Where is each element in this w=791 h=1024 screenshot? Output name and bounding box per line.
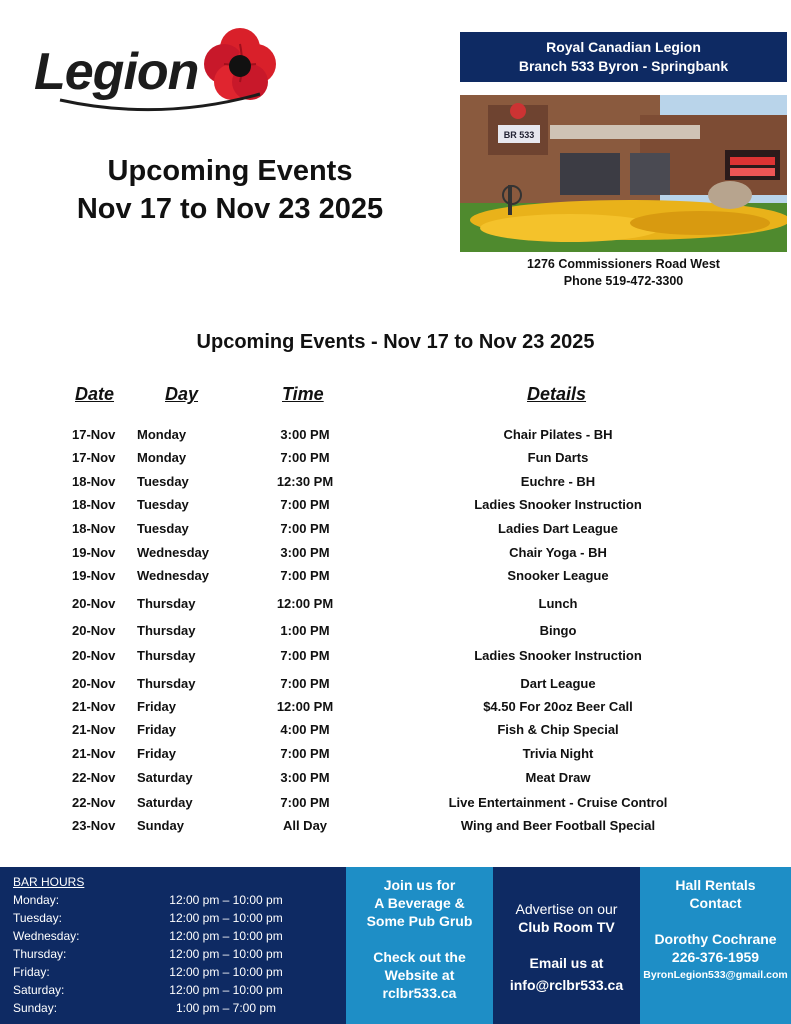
event-day: Tuesday <box>137 521 189 536</box>
event-details: Bingo <box>539 623 577 638</box>
email-link[interactable]: info@rclbr533.ca <box>509 977 624 993</box>
event-date: 21-Nov <box>72 746 116 761</box>
bar-hours-time: 1:00 pm – 7:00 pm <box>175 1001 277 1015</box>
event-date: 18-Nov <box>72 521 116 536</box>
event-details: Chair Pilates - BH <box>503 427 613 442</box>
event-details: Ladies Dart League <box>498 521 618 536</box>
bar-hours-time: 12:00 pm – 10:00 pm <box>169 965 283 979</box>
headline-line2: Nov 17 to Nov 23 2025 <box>76 193 384 225</box>
photo-sign-text: BR 533 <box>503 130 535 140</box>
branch-address <box>460 256 787 290</box>
advertise-line: Advertise on our <box>515 901 618 917</box>
event-details: Meat Draw <box>525 770 591 785</box>
table-row <box>0 596 791 618</box>
logo-swoosh <box>50 92 270 122</box>
events-subtitle: Upcoming Events - Nov 17 to Nov 23 2025 <box>196 331 595 353</box>
event-day: Thursday <box>137 596 196 611</box>
advertise-line: Email us at <box>529 955 604 971</box>
event-time: 3:00 PM <box>280 770 330 785</box>
promo-line: Join us for <box>383 877 456 893</box>
event-time: 7:00 PM <box>280 795 330 810</box>
contact-phone: 226-376-1959 <box>671 949 760 965</box>
bar-hours-day: Sunday: <box>13 1001 58 1015</box>
event-details: $4.50 For 20oz Beer Call <box>483 699 633 714</box>
event-time: 7:00 PM <box>280 497 330 512</box>
street-address: 1276 Commissioners Road West <box>527 257 720 271</box>
event-time: 3:00 PM <box>280 427 330 442</box>
website-link[interactable]: rclbr533.ca <box>382 985 457 1001</box>
event-date: 18-Nov <box>72 497 116 512</box>
bar-hours-row <box>13 965 333 983</box>
bar-hours-panel <box>0 867 346 1024</box>
column-header-time: Time <box>282 384 324 404</box>
event-day: Sunday <box>137 818 184 833</box>
event-day: Friday <box>137 722 177 737</box>
event-day: Tuesday <box>137 474 189 489</box>
event-day: Friday <box>137 746 177 761</box>
bar-hours-row <box>13 1001 333 1019</box>
page-headline <box>40 152 420 228</box>
event-date: 18-Nov <box>72 474 116 489</box>
table-row <box>0 427 791 449</box>
bar-hours-day: Saturday: <box>13 983 65 997</box>
event-details: Wing and Beer Football Special <box>460 818 656 833</box>
advertise-line: Club Room TV <box>518 919 615 935</box>
bar-hours-time: 12:00 pm – 10:00 pm <box>169 983 283 997</box>
event-day: Saturday <box>137 795 193 810</box>
legion-logo <box>30 22 280 117</box>
event-time: 12:30 PM <box>276 474 334 489</box>
footer <box>0 867 791 1024</box>
event-time: 7:00 PM <box>280 648 330 663</box>
bar-hours-row <box>13 893 333 911</box>
bar-hours-row <box>13 983 333 1001</box>
bar-hours-day: Wednesday: <box>13 929 80 943</box>
bar-hours-day: Thursday: <box>13 947 67 961</box>
event-time: 4:00 PM <box>280 722 330 737</box>
promo-line: Some Pub Grub <box>366 913 473 929</box>
bar-hours-day: Friday: <box>13 965 50 979</box>
contact-name: Dorothy Cochrane <box>654 931 777 947</box>
event-time: 7:00 PM <box>280 568 330 583</box>
banner-line2: Branch 533 Byron - Springbank <box>518 58 729 74</box>
event-time: 12:00 PM <box>276 596 334 611</box>
event-time: 7:00 PM <box>280 521 330 536</box>
promo-line: Website at <box>384 967 455 983</box>
bar-hours-time: 12:00 pm – 10:00 pm <box>169 929 283 943</box>
bar-hours-time: 12:00 pm – 10:00 pm <box>169 893 283 907</box>
event-date: 23-Nov <box>72 818 116 833</box>
event-day: Monday <box>137 427 187 442</box>
table-row <box>0 818 791 840</box>
table-row <box>0 648 791 670</box>
event-date: 21-Nov <box>72 699 116 714</box>
event-time: 1:00 PM <box>280 623 330 638</box>
logo-text: Legion <box>34 43 199 101</box>
event-details: Fish & Chip Special <box>497 722 619 737</box>
bar-hours-row <box>13 929 333 947</box>
table-row <box>0 746 791 768</box>
event-date: 20-Nov <box>72 596 116 611</box>
event-date: 20-Nov <box>72 623 116 638</box>
rentals-line: Contact <box>689 895 742 911</box>
promo-line: A Beverage & <box>374 895 465 911</box>
event-date: 21-Nov <box>72 722 116 737</box>
event-time: 12:00 PM <box>276 699 334 714</box>
event-time: 7:00 PM <box>280 676 330 691</box>
event-date: 17-Nov <box>72 450 116 465</box>
table-row <box>0 770 791 792</box>
bar-hours-time: 12:00 pm – 10:00 pm <box>169 911 283 925</box>
rentals-line: Hall Rentals <box>675 877 756 893</box>
table-row <box>0 545 791 567</box>
bar-hours-day: Tuesday: <box>13 911 62 925</box>
event-day: Thursday <box>137 676 196 691</box>
pub-grub-promo <box>346 867 493 1024</box>
event-date: 22-Nov <box>72 795 116 810</box>
branch-banner <box>460 32 787 82</box>
building-photo <box>460 95 787 252</box>
phone-number: Phone 519-472-3300 <box>563 274 684 288</box>
event-day: Saturday <box>137 770 193 785</box>
event-date: 17-Nov <box>72 427 116 442</box>
column-header-day: Day <box>165 384 199 404</box>
event-date: 20-Nov <box>72 648 116 663</box>
bar-hours-row <box>13 911 333 929</box>
hall-rentals-contact <box>640 867 791 1024</box>
event-date: 22-Nov <box>72 770 116 785</box>
event-day: Monday <box>137 450 187 465</box>
event-details: Lunch <box>538 596 578 611</box>
event-time: 3:00 PM <box>280 545 330 560</box>
advertise-promo <box>493 867 640 1024</box>
event-day: Thursday <box>137 623 196 638</box>
headline-line1: Upcoming Events <box>107 155 353 187</box>
event-day: Wednesday <box>137 545 210 560</box>
event-details: Dart League <box>520 676 596 691</box>
table-row <box>0 497 791 519</box>
bar-hours-row <box>13 947 333 965</box>
table-row <box>0 795 791 817</box>
event-time: 7:00 PM <box>280 450 330 465</box>
event-date: 19-Nov <box>72 568 116 583</box>
column-header-details: Details <box>527 384 587 404</box>
contact-email[interactable]: ByronLegion533@gmail.com <box>643 969 788 981</box>
event-details: Snooker League <box>507 568 609 583</box>
event-time: All Day <box>282 818 328 833</box>
banner-line1: Royal Canadian Legion <box>546 39 701 55</box>
event-details: Chair Yoga - BH <box>509 545 607 560</box>
table-row <box>0 521 791 543</box>
table-row <box>0 722 791 744</box>
column-header-date: Date <box>75 384 115 404</box>
event-day: Wednesday <box>137 568 210 583</box>
event-day: Thursday <box>137 648 196 663</box>
bar-hours-time: 12:00 pm – 10:00 pm <box>169 947 283 961</box>
event-details: Ladies Snooker Instruction <box>474 497 642 512</box>
bar-hours-day: Monday: <box>13 893 60 907</box>
table-row <box>0 676 791 698</box>
table-row <box>0 623 791 645</box>
event-date: 19-Nov <box>72 545 116 560</box>
promo-line: Check out the <box>373 949 466 965</box>
event-details: Live Entertainment - Cruise Control <box>448 795 668 810</box>
table-row <box>0 699 791 721</box>
table-row <box>0 568 791 590</box>
bar-hours-title: BAR HOURS <box>13 875 85 889</box>
event-day: Friday <box>137 699 177 714</box>
event-date: 20-Nov <box>72 676 116 691</box>
table-row <box>0 474 791 496</box>
event-time: 7:00 PM <box>280 746 330 761</box>
event-details: Euchre - BH <box>520 474 596 489</box>
event-details: Ladies Snooker Instruction <box>474 648 642 663</box>
event-details: Trivia Night <box>522 746 594 761</box>
table-row <box>0 450 791 472</box>
event-day: Tuesday <box>137 497 189 512</box>
event-details: Fun Darts <box>527 450 589 465</box>
